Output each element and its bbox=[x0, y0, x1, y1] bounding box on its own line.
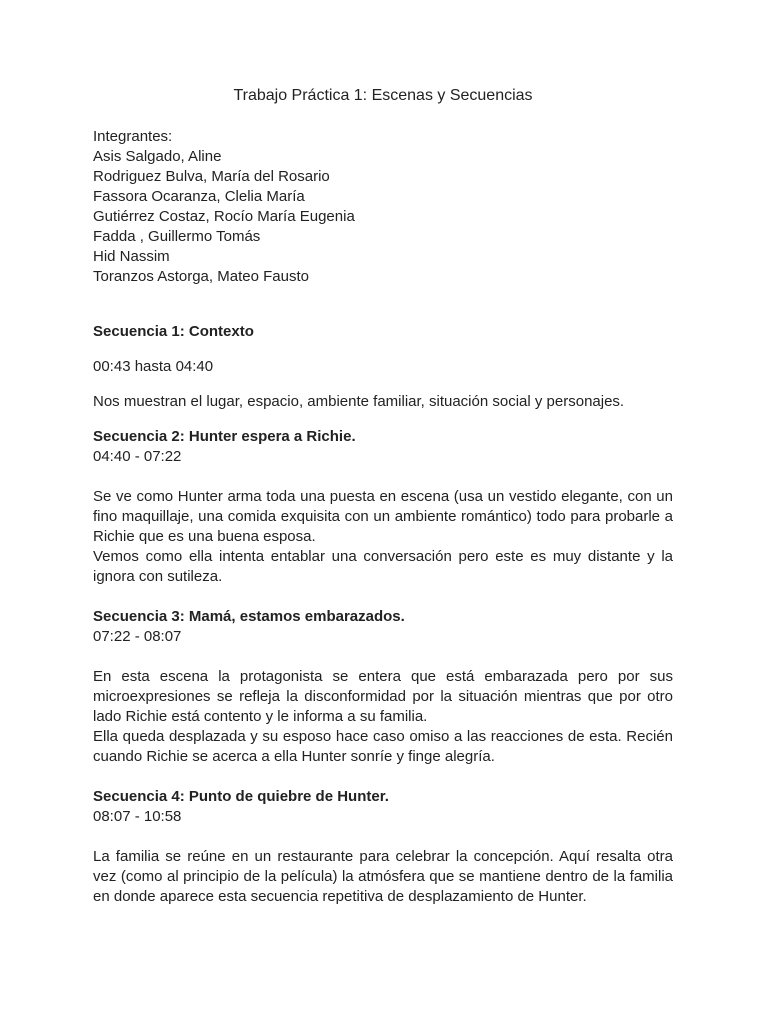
section-time-4: 08:07 - 10:58 bbox=[93, 808, 182, 825]
section-heading-1: Secuencia 1: Contexto bbox=[93, 323, 254, 340]
section-paragraph: Se ve como Hunter arma toda una puesta en escena (usa un vestido elegante, con un fino maquillaje, una comida exquisita con un ambiente romántico) todo para probarle a Richie que es una buena esposa. bbox=[93, 488, 673, 545]
member-name: Rodriguez Bulva, María del Rosario bbox=[93, 168, 330, 185]
member-name: Asis Salgado, Aline bbox=[93, 148, 222, 165]
section-heading-2: Secuencia 2: Hunter espera a Richie. bbox=[93, 428, 356, 445]
members-label: Integrantes: bbox=[93, 128, 173, 145]
section-paragraph: Nos muestran el lugar, espacio, ambiente familiar, situación social y personajes. bbox=[93, 393, 625, 410]
section-time-2: 04:40 - 07:22 bbox=[93, 448, 182, 465]
section-time-1: 00:43 hasta 04:40 bbox=[93, 358, 214, 375]
section-heading-4: Secuencia 4: Punto de quiebre de Hunter. bbox=[93, 788, 389, 805]
page-title: Trabajo Práctica 1: Escenas y Secuencias bbox=[233, 87, 533, 104]
member-name: Fassora Ocaranza, Clelia María bbox=[93, 188, 305, 205]
section-heading-3: Secuencia 3: Mamá, estamos embarazados. bbox=[93, 608, 405, 625]
document-page bbox=[93, 86, 673, 907]
section-time-3: 07:22 - 08:07 bbox=[93, 628, 182, 645]
member-name: Hid Nassim bbox=[93, 248, 170, 265]
member-name: Fadda , Guillermo Tomás bbox=[93, 228, 261, 245]
member-name: Toranzos Astorga, Mateo Fausto bbox=[93, 268, 309, 285]
section-paragraph: Vemos como ella intenta entablar una conversación pero este es muy distante y la ignora con sutileza. bbox=[93, 548, 673, 585]
member-name: Gutiérrez Costaz, Rocío María Eugenia bbox=[93, 208, 355, 225]
section-paragraph: La familia se reúne en un restaurante para celebrar la concepción. Aquí resalta otra vez (como al principio de la película) la atmósfera que se mantiene dentro de la familia en donde aparece esta secuencia repetitiva de desplazamiento de Hunter. bbox=[93, 848, 673, 905]
section-paragraph: En esta escena la protagonista se entera que está embarazada pero por sus microexpresiones se refleja la disconformidad por la situación mientras que por otro lado Richie está contento y le informa a su familia. bbox=[93, 668, 673, 725]
section-paragraph: Ella queda desplazada y su esposo hace caso omiso a las reacciones de esta. Recién cuando Richie se acerca a ella Hunter sonríe y finge alegría. bbox=[93, 728, 673, 765]
members-list bbox=[93, 147, 673, 287]
